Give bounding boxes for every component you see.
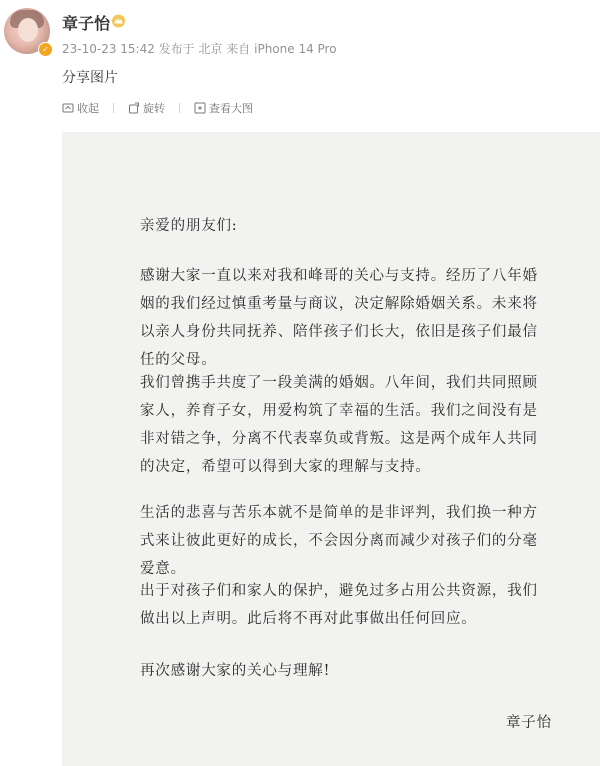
vip-crown-icon — [111, 14, 126, 28]
image-toolbar — [62, 100, 267, 116]
rotate-label: 旋转 — [143, 102, 165, 115]
letter-paragraph: 再次感谢大家的关心与理解! — [140, 663, 331, 679]
verified-badge-icon: ✓ — [38, 42, 53, 57]
rotate-icon — [128, 102, 140, 114]
letter-paragraph: 我们曾携手共度了一段美满的婚姻。八年间，我们共同照顾家人，养育子女，用爱构筑了幸福的生活。我们之间没有是非对错之争，分离不代表辜负或背叛。这是两个成年人共同的决定，希望可以得到大家的理解与支持。 — [140, 375, 538, 475]
statement-image[interactable] — [62, 132, 600, 766]
rotate-button[interactable] — [128, 100, 165, 116]
post-meta: 23-10-23 15:42 发布于 北京 来自 iPhone 14 Pro — [62, 42, 337, 56]
letter-paragraph: 生活的悲喜与苦乐本就不是简单的是非评判，我们换一种方式来让彼此更好的成长，不会因分离而减少对孩子们的分毫爱意。 — [140, 505, 538, 577]
letter-paragraph: 出于对孩子们和家人的保护，避免过多占用公共资源，我们做出以上声明。此后将不再对此事做出任何回应。 — [140, 583, 538, 627]
view-large-label: 查看大图 — [209, 102, 253, 115]
view-large-button[interactable] — [194, 100, 253, 116]
post-header — [0, 0, 600, 130]
letter-signature: 章子怡 — [506, 715, 552, 731]
post-text: 分享图片 — [62, 70, 118, 86]
collapse-button[interactable] — [62, 100, 99, 116]
divider — [179, 103, 180, 113]
username[interactable]: 章子怡 — [62, 14, 111, 33]
letter-greeting: 亲爱的朋友们: — [140, 218, 238, 234]
collapse-label: 收起 — [77, 102, 99, 115]
collapse-icon — [62, 102, 74, 114]
avatar-face — [18, 18, 38, 42]
zoom-icon — [194, 102, 206, 114]
letter-paragraph: 感谢大家一直以来对我和峰哥的关心与支持。经历了八年婚姻的我们经过慎重考量与商议，决定解除婚姻关系。未来将以亲人身份共同抚养、陪伴孩子们长大，依旧是孩子们最信任的父母。 — [140, 268, 538, 368]
divider — [113, 103, 114, 113]
